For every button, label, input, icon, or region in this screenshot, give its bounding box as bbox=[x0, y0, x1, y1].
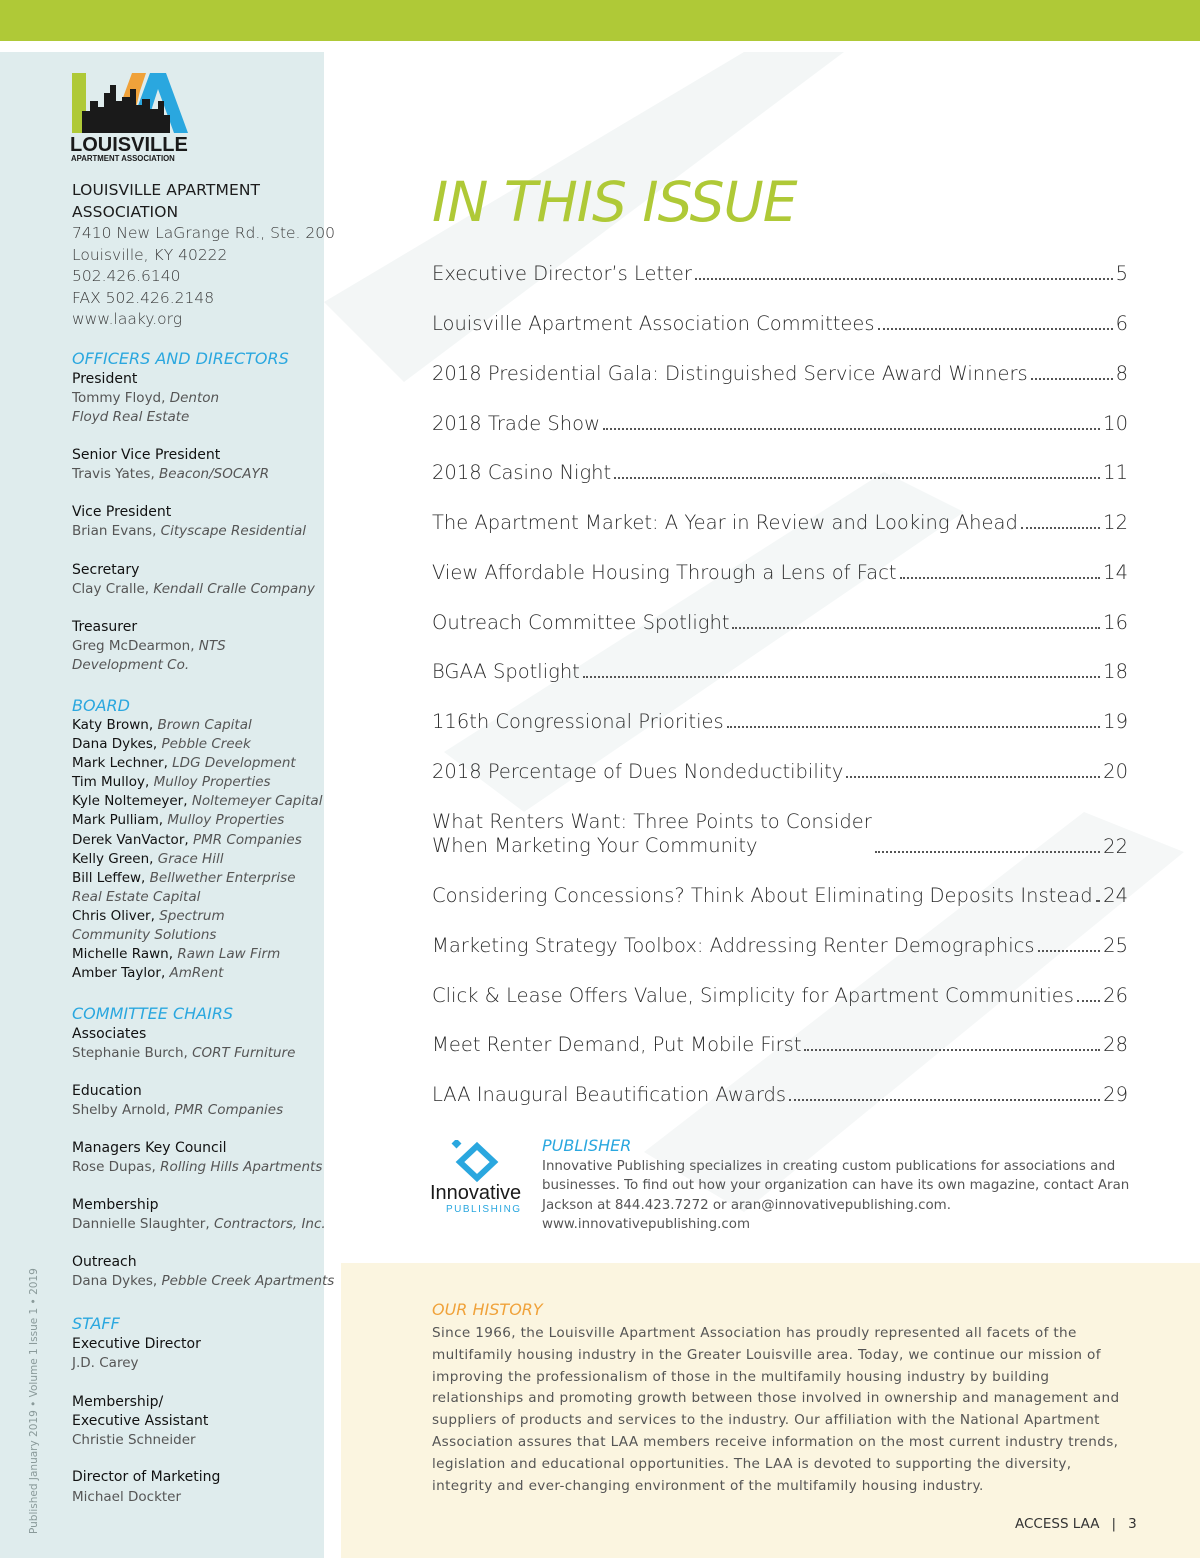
board-member: Amber Taylor, AmRent bbox=[72, 965, 224, 982]
toc-entry[interactable]: View Affordable Housing Through a Lens of Fact 14 bbox=[432, 561, 1128, 584]
officer-name: Greg McDearmon, NTS Development Co. bbox=[72, 638, 226, 674]
toc-entry[interactable]: Meet Renter Demand, Put Mobile First 28 bbox=[432, 1033, 1128, 1056]
org-contact bbox=[72, 223, 335, 331]
toc-entry[interactable]: 2018 Trade Show 10 bbox=[432, 412, 1128, 435]
toc-entry[interactable]: BGAA Spotlight 18 bbox=[432, 660, 1128, 683]
staff-name: Michael Dockter bbox=[72, 1489, 182, 1505]
publisher-logo-word: Innovative bbox=[430, 1182, 522, 1204]
top-accent-bar bbox=[0, 0, 1200, 41]
address-line1: 7410 New LaGrange Rd., Ste. 200 bbox=[72, 224, 335, 242]
committee-chair: Shelby Arnold, PMR Companies bbox=[72, 1102, 284, 1118]
toc-entry[interactable]: 2018 Casino Night 11 bbox=[432, 461, 1128, 484]
toc-entry[interactable]: Outreach Committee Spotlight 16 bbox=[432, 611, 1128, 634]
board-member: Chris Oliver, Spectrum Community Solutions bbox=[72, 907, 225, 944]
website: www.laaky.org bbox=[72, 310, 183, 329]
toc-entry[interactable]: 2018 Percentage of Dues Nondeductibility 20 bbox=[432, 760, 1128, 783]
board-member: Katy Brown, Brown Capital bbox=[72, 717, 252, 733]
staff-name: J.D. Carey bbox=[72, 1355, 139, 1371]
toc-entry[interactable]: Considering Concessions? Think About Eliminating Deposits Instead 24 bbox=[432, 884, 1128, 907]
officer-name: Brian Evans, Cityscape Residential bbox=[72, 523, 306, 539]
publisher-body: Innovative Publishing specializes in creating custom publications for associations and businesses. To find out how your organization can have its own magazine, contact Aran Jackson at 844.423.7272 or aran@innovativepublishing.com. www.innovativepublishing.com bbox=[542, 1159, 1130, 1232]
laa-logo bbox=[70, 71, 202, 163]
toc-entry[interactable]: Click & Lease Offers Value, Simplicity for Apartment Communities 26 bbox=[432, 984, 1128, 1007]
staff-role: Membership/ Executive Assistant bbox=[72, 1394, 209, 1429]
address-line2: Louisville, KY 40222 bbox=[72, 245, 228, 264]
staff-name: Christie Schneider bbox=[72, 1432, 196, 1448]
officers-heading: OFFICERS AND DIRECTORS bbox=[72, 349, 289, 368]
history-heading: OUR HISTORY bbox=[432, 1300, 543, 1319]
toc-entry[interactable]: The Apartment Market: A Year in Review and Looking Ahead 12 bbox=[432, 511, 1128, 534]
committee-role: Managers Key Council bbox=[72, 1140, 227, 1156]
fax: FAX 502.426.2148 bbox=[72, 288, 215, 307]
org-name: LOUISVILLE APARTMENT ASSOCIATION bbox=[72, 181, 261, 221]
toc-entry[interactable]: 2018 Presidential Gala: Distinguished Service Award Winners 8 bbox=[432, 362, 1128, 385]
publisher-heading: PUBLISHER bbox=[542, 1136, 632, 1155]
toc-entry[interactable]: 116th Congressional Priorities 19 bbox=[432, 710, 1128, 733]
board-list bbox=[72, 716, 322, 983]
logo-subtitle: APARTMENT ASSOCIATION bbox=[71, 154, 175, 163]
committee-role: Associates bbox=[72, 1026, 147, 1042]
officer-role: Treasurer bbox=[72, 619, 138, 635]
committee-role: Outreach bbox=[72, 1254, 137, 1270]
toc-entry[interactable]: What Renters Want: Three Points to Consider When Marketing Your Community 22 bbox=[432, 810, 1128, 858]
footer-label: ACCESS LAA bbox=[1015, 1516, 1100, 1532]
committees-heading: COMMITTEE CHAIRS bbox=[72, 1004, 234, 1023]
board-member: Kyle Noltemeyer, Noltemeyer Capital bbox=[72, 793, 323, 810]
toc-entry[interactable]: Marketing Strategy Toolbox: Addressing Renter Demographics 25 bbox=[432, 934, 1128, 957]
toc-entry[interactable]: LAA Inaugural Beautification Awards 29 bbox=[432, 1083, 1128, 1106]
officer-role: Secretary bbox=[72, 562, 140, 578]
page-footer bbox=[1015, 1516, 1137, 1532]
board-member: Mark Lechner, LDG Development bbox=[72, 755, 296, 772]
board-member: Derek VanVactor, PMR Companies bbox=[72, 831, 302, 848]
innovative-publishing-logo bbox=[430, 1140, 524, 1218]
board-member: Mark Pulliam, Mulloy Properties bbox=[72, 812, 285, 829]
committee-chair: Dannielle Slaughter, Contractors, Inc. bbox=[72, 1216, 326, 1232]
history-body: Since 1966, the Louisville Apartment Association has proudly represented all facets of the multifamily housing industry in the Greater Louisville area. Today, we continue our mission of improving the professionalism of those in the multifamily housing industry by building relationships and promoting growth between those involved in ownership and management and suppliers of products and services to the industry. Our affiliation with the National Apartment Association assures that LAA members receive information on the most current industry trends, legislation and educational opportunities. The LAA is devoted to supporting the diversity, integrity and ever-changing environment of the multifamily housing industry. bbox=[432, 1325, 1120, 1494]
board-member: Michelle Rawn, Rawn Law Firm bbox=[72, 946, 281, 963]
officer-role: Senior Vice President bbox=[72, 447, 221, 463]
phone: 502.426.6140 bbox=[72, 267, 181, 286]
committee-chair: Rose Dupas, Rolling Hills Apartments bbox=[72, 1159, 323, 1175]
committee-chair: Dana Dykes, Pebble Creek Apartments bbox=[72, 1273, 335, 1289]
page-number: 3 bbox=[1128, 1516, 1137, 1532]
publisher-logo-sub: PUBLISHING bbox=[446, 1204, 522, 1215]
board-member: Kelly Green, Grace Hill bbox=[72, 850, 224, 867]
officer-role: President bbox=[72, 371, 138, 387]
committee-role: Education bbox=[72, 1083, 142, 1099]
toc-entry[interactable]: Louisville Apartment Association Committees 6 bbox=[432, 312, 1128, 335]
board-member: Tim Mulloy, Mulloy Properties bbox=[72, 774, 271, 791]
staff-role: Executive Director bbox=[72, 1336, 201, 1352]
officer-name: Tommy Floyd, Denton Floyd Real Estate bbox=[72, 390, 220, 426]
committee-role: Membership bbox=[72, 1197, 159, 1213]
officer-name: Clay Cralle, Kendall Cralle Company bbox=[72, 581, 315, 597]
officer-role: Vice President bbox=[72, 504, 172, 520]
toc-entry[interactable]: Executive Director’s Letter 5 bbox=[432, 262, 1128, 285]
board-member: Dana Dykes, Pebble Creek bbox=[72, 736, 251, 753]
footer-separator: | bbox=[1111, 1516, 1117, 1532]
committee-chair: Stephanie Burch, CORT Furniture bbox=[72, 1045, 296, 1061]
publication-note: Published January 2019 • Volume 1 Issue 1 • 2019 bbox=[28, 1268, 40, 1534]
page-title: IN THIS ISSUE bbox=[432, 170, 797, 234]
staff-role: Director of Marketing bbox=[72, 1469, 221, 1485]
staff-heading: STAFF bbox=[72, 1314, 120, 1333]
officer-name: Travis Yates, Beacon/SOCAYR bbox=[72, 466, 270, 482]
logo-name: LOUISVILLE bbox=[70, 134, 188, 156]
board-heading: BOARD bbox=[72, 696, 130, 715]
board-member: Bill Leffew, Bellwether Enterprise Real Estate Capital bbox=[72, 869, 296, 905]
